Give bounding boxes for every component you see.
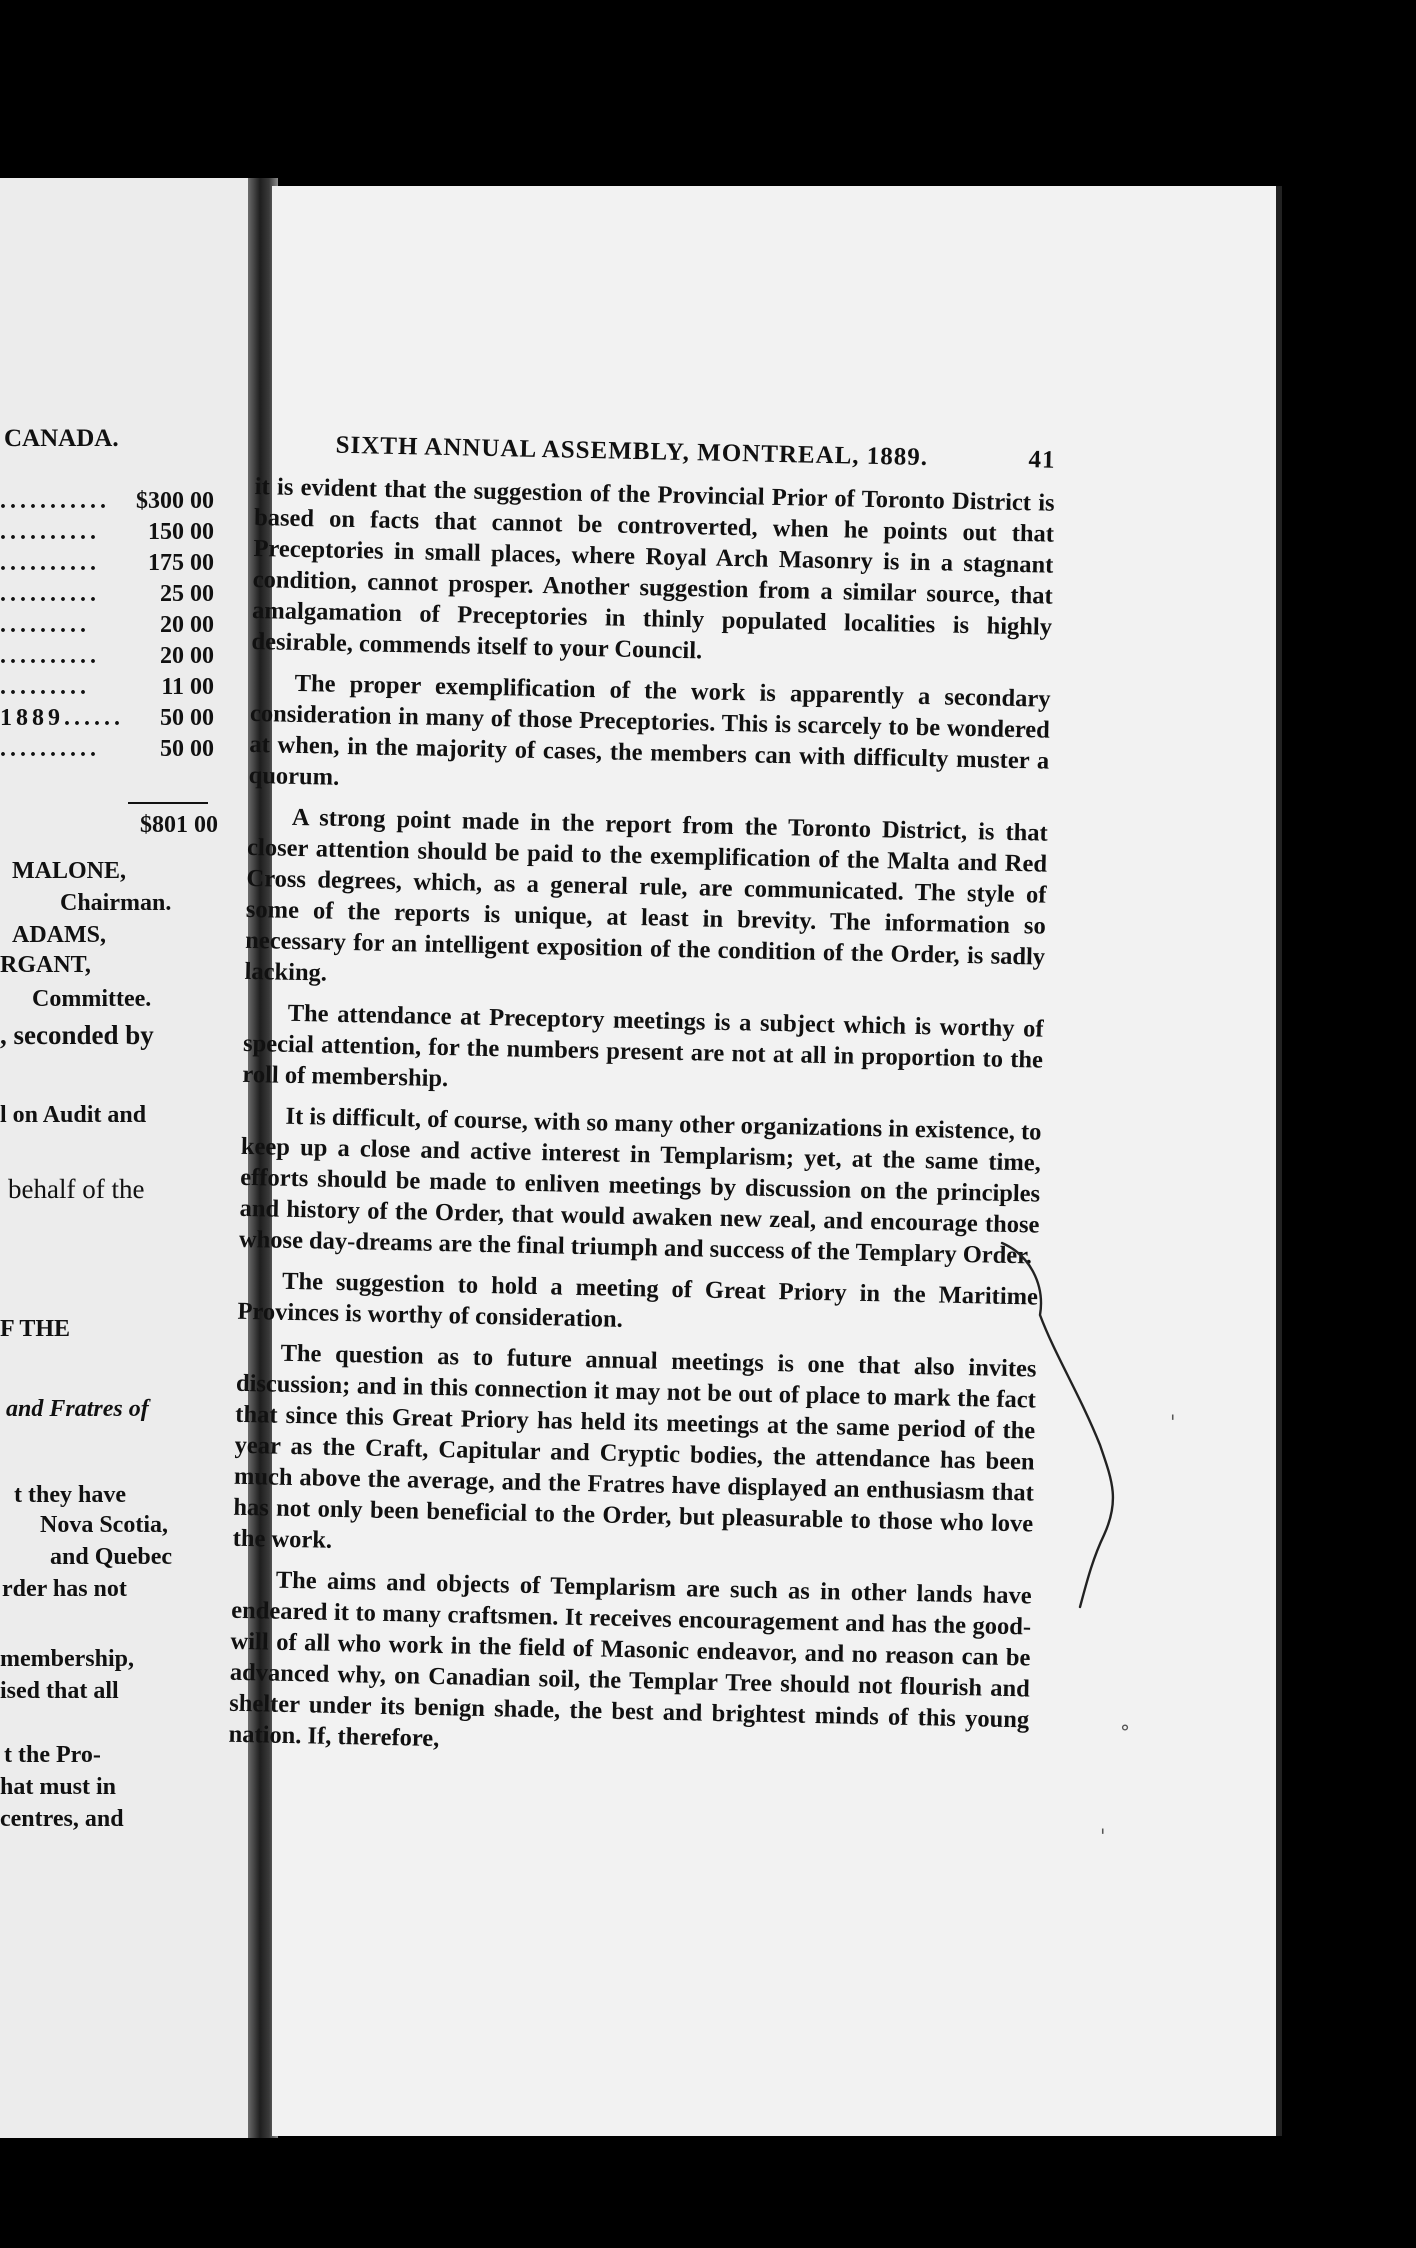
ledger-amount: 150 00 — [148, 519, 214, 545]
paragraph: The proper exemplification of the work is apparently a secondary consideration in many of those Preceptories. This is scarcely to be wondered at when, in the majority of cases, the members can with difficulty muster a quorum. — [248, 669, 1051, 791]
ledger-leader: .......... — [0, 581, 100, 607]
left-line: membership, — [0, 1646, 134, 1672]
left-line: Nova Scotia, — [40, 1512, 168, 1538]
ledger-row — [0, 517, 262, 547]
signature-1: MALONE, — [12, 858, 126, 884]
ledger-leader: .......... — [0, 519, 100, 545]
ledger-row — [0, 703, 262, 733]
ledger-amount: 20 00 — [160, 643, 214, 669]
ledger-row — [0, 672, 262, 702]
ledger-amount: $300 00 — [136, 488, 214, 514]
ledger-row — [0, 734, 262, 764]
ledger-leader: ......... — [0, 612, 90, 638]
specks: ' — [1100, 1824, 1106, 1848]
left-line: t the Pro- — [4, 1742, 101, 1768]
page-text — [228, 428, 1056, 1776]
paragraph: The aims and objects of Templarism are such as in other lands have endeared it to many craftsmen. It receives encouragement and has the good-will of all who work in the field of Masonic endeavor, and no reason can be advanced why, on Canadian soil, the Templar Tree should not flourish and shelter under its benign shade, the best and brightest minds of this young nation. If, therefore, — [228, 1566, 1032, 1753]
paragraph: The suggestion to hold a meeting of Great Priory in the Maritime Provinces is worthy of consideration. — [237, 1267, 1039, 1333]
running-head-title: SIXTH ANNUAL ASSEMBLY, MONTREAL, 1889. — [335, 431, 929, 472]
ledger-row — [0, 610, 262, 640]
page-number: 41 — [1028, 446, 1056, 474]
ledger-amount: 50 00 — [160, 705, 214, 731]
ledger-amount: 25 00 — [160, 581, 214, 607]
paragraph: A strong point made in the report from the Toronto District, is that closer attention should be paid to the exemplification of the Malta and Red Cross degrees, which, as a general rule, are communicated. The style of some of the reports is unique, at least in brevity. The information so necessary for an intelligent exposition of the condition of the Order, is sadly lacking. — [244, 803, 1048, 987]
ledger-leader: .......... — [0, 643, 100, 669]
signature-3: ADAMS, — [12, 922, 106, 948]
left-line: centres, and — [0, 1806, 124, 1832]
ledger-leader: .......... — [0, 736, 100, 762]
signature-4: RGANT, — [0, 952, 91, 978]
ledger-amount: 50 00 — [160, 736, 214, 762]
paragraph: it is evident that the suggestion of the Provincial Prior of Toronto District is based on facts that cannot be controverted, when he points out that Preceptories in small places, where Royal Arch Masonry is in a stagnant condition, cannot prosper. Another suggestion from a similar source, that amalgamation of Preceptories in thinly populated localities is highly desirable, commends itself to your Council. — [251, 472, 1055, 665]
ledger-amount: 175 00 — [148, 550, 214, 576]
total-rule — [128, 802, 208, 804]
left-line: ised that all — [0, 1678, 119, 1704]
ledger-amount: 11 00 — [161, 674, 214, 700]
ledger-leader: ......... — [0, 674, 90, 700]
left-line: , seconded by — [0, 1020, 154, 1050]
signature-2: Chairman. — [60, 890, 172, 916]
left-line: l on Audit and — [0, 1102, 147, 1128]
left-line: rder has not — [2, 1576, 127, 1602]
paragraph: It is difficult, of course, with so many other organizations in existence, to keep up a close and active interest in Templarism; yet, at the same time, efforts should be made to enliven meetings by discussion on the principles and history of the Order, that would awaken new zeal, and encourage those whose day-dreams are the final triumph and success of the Templary Order. — [238, 1102, 1042, 1270]
specks: ° — [1120, 1720, 1130, 1744]
paragraph: The attendance at Preceptory meetings is a subject which is worthy of special attention, for the numbers present are not at all in proportion to the roll of membership. — [242, 999, 1044, 1093]
left-line: hat must in — [0, 1774, 117, 1800]
specks: ' — [1170, 1410, 1176, 1434]
ledger-row — [0, 486, 262, 516]
ledger-row — [0, 641, 262, 671]
left-line: behalf of the — [8, 1174, 145, 1204]
signature-5: Committee. — [32, 986, 152, 1012]
ledger-leader: .......... — [0, 550, 100, 576]
left-line: and Fratres of — [6, 1396, 149, 1422]
ledger-amount: 20 00 — [160, 612, 214, 638]
handwritten-margin-mark — [1000, 1235, 1140, 1615]
left-page-fragment: CANADA. ........... $300 00 .......... 150 00 .......... 175 00 .......... 25 00 ......... 20 00 .......... 20 00 ......... 11 00 1889...... 50 00 .......... 50 00 $801 00 MALONE, Chairman. ADAMS, RGANT, Committee. , seconded by l on Audit and behalf of the F THE and Fratres of t they have Nova Scotia, and Quebec rder has not membership, ised that all t the Pro- hat must in centres, and — [0, 178, 262, 2138]
left-page-heading: CANADA. — [4, 425, 119, 452]
paragraph: The question as to future annual meetings is one that also invites discussion; and in this connection it may not be out of place to mark the fact that since this Great Priory has held its meetings at the same period of the year as the Craft, Capitular and Cryptic bodies, the attendance has been much above the average, and the Fratres have displayed an enthusiasm that has not only been beneficial to the Order, but pleasurable to those who love the work. — [232, 1339, 1037, 1554]
left-line: F THE — [0, 1316, 71, 1342]
left-line: and Quebec — [50, 1544, 173, 1570]
ledger-row — [0, 548, 262, 578]
ledger-leader: ........... — [0, 488, 110, 514]
ledger-leader: 1889...... — [0, 705, 124, 731]
left-line: t they have — [14, 1482, 126, 1508]
ledger-row — [0, 579, 262, 609]
